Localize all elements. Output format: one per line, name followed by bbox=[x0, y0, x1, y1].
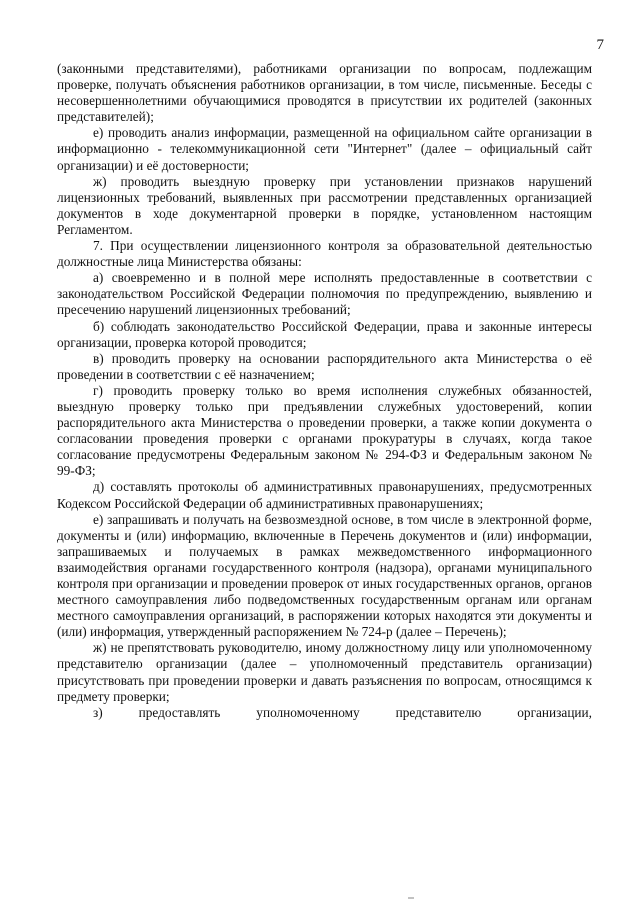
paragraph-e-request-documents: е) запрашивать и получать на безвозмездной основе, в том числе в электронной форме, документы и (или) информацию, включенные в Перечень документов и (или) информации, запрашиваемых и получаемых в рамках межведомственного информационного взаимодействия органами государственного контроля (надзора), органами муниципального контроля при организации и проведении проверок от иных государственных органов, органов местного самоуправления либо подведомственных государственным органам или органам местного самоуправления организаций, в распоряжении которых находятся эти документы и (или) информация, утвержденный распоряжением № 724-р (далее – Перечень); bbox=[57, 511, 592, 640]
paragraph-d-protocols: д) составлять протоколы об административных правонарушениях, предусмотренных Кодексом Российской Федерации об административных правонарушениях; bbox=[57, 479, 592, 511]
paragraph-zh-onsite-inspection: ж) проводить выездную проверку при установлении признаков нарушений лицензионных требований, выявленных при рассмотрении представленных организацией документов в ходе документарной проверки в порядке, установленном настоящим Регламентом. bbox=[57, 173, 592, 237]
paragraph-g-during-duties: г) проводить проверку только во время исполнения служебных обязанностей, выездную проверку только при предъявлении служебных удостоверений, копии распорядительного акта Министерства о проведении проверки, а также копии документа о согласовании проведения проверки с органами прокуратуры в случаях, когда такое согласование предусмотрены Федеральным законом № 294-ФЗ и Федеральным законом № 99-ФЗ; bbox=[57, 382, 592, 479]
page-number: 7 bbox=[596, 37, 604, 53]
paragraph-b-comply-law: б) соблюдать законодательство Российской Федерации, права и законные интересы организации, проверка которой проводится; bbox=[57, 318, 592, 350]
paragraph-continuation: (законными представителями), работниками организации по вопросам, подлежащим проверке, получать объяснения работников организации, в том числе, письменные. Беседы с несовершеннолетними обучающимися проводятся в присутствии их родителей (законных представителей); bbox=[57, 61, 592, 125]
document-body bbox=[57, 61, 592, 721]
paragraph-7-duties: 7. При осуществлении лицензионного контроля за образовательной деятельностью должностные лица Министерства обязаны: bbox=[57, 238, 592, 270]
paragraph-v-basis-order: в) проводить проверку на основании распорядительного акта Министерства о её проведении в соответствии с её назначением; bbox=[57, 350, 592, 382]
paragraph-zh-not-obstruct: ж) не препятствовать руководителю, иному должностному лицу или уполномоченному представителю организации (далее – уполномоченный представитель организации) присутствовать при проведении проверки и давать разъяснения по вопросам, относящимся к предмету проверки; bbox=[57, 640, 592, 704]
paragraph-a-timely-execution: а) своевременно и в полной мере исполнять предоставленные в соответствии с законодательством Российской Федерации полномочия по предупреждению, выявлению и пресечению нарушений лицензионных требований; bbox=[57, 270, 592, 318]
paragraph-e-site-analysis: е) проводить анализ информации, размещенной на официальном сайте организации в информационно - телекоммуникационной сети "Интернет" (далее – официальный сайт организации) и её достоверности; bbox=[57, 125, 592, 173]
scan-artifact bbox=[408, 897, 414, 899]
paragraph-z-provide: з) предоставлять уполномоченному представителю организации, bbox=[93, 704, 592, 720]
